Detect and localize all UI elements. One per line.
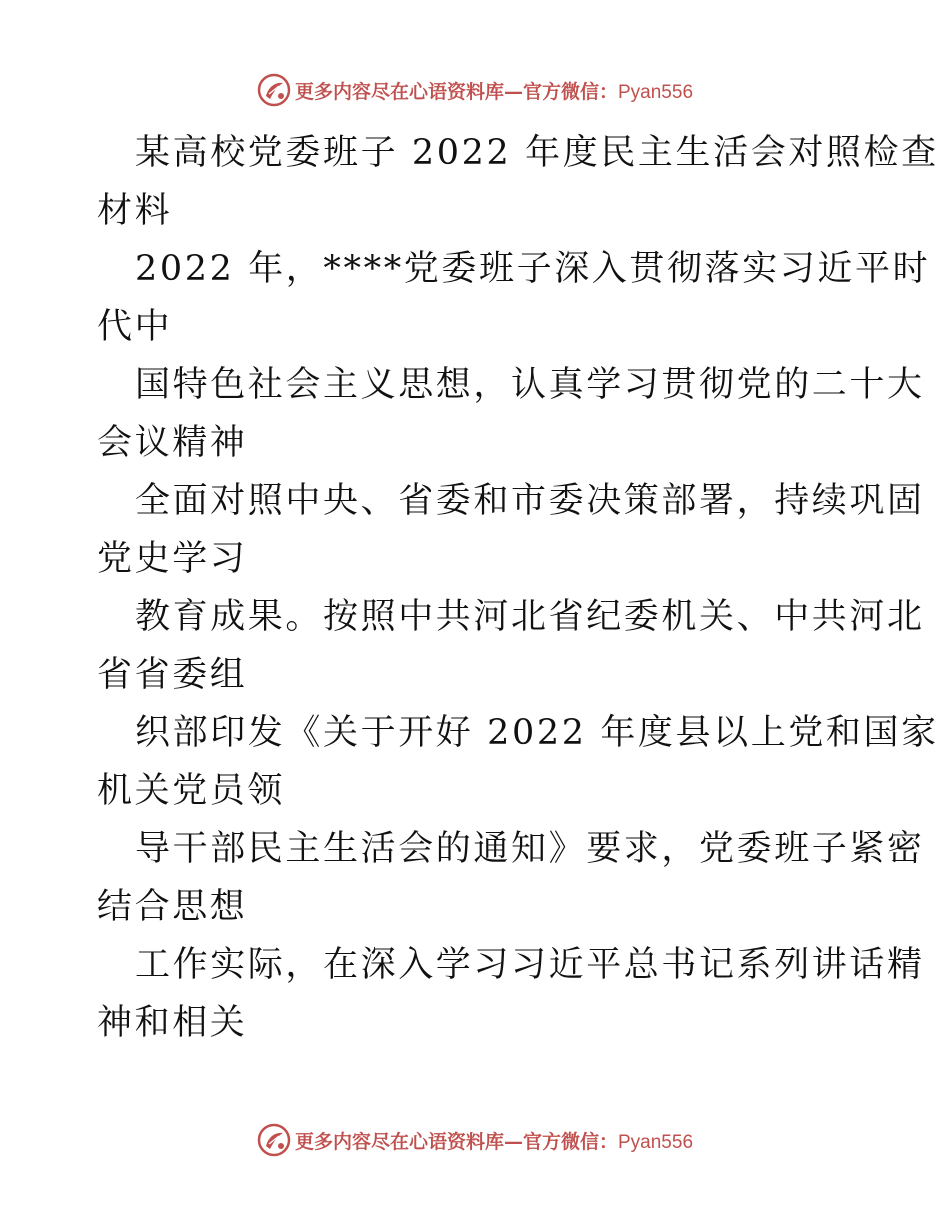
text-line: 全面对照中央、省委和市委决策部署，持续巩固 xyxy=(135,481,925,521)
text-line: 国特色社会主义思想，认真学习贯彻党的二十大 xyxy=(135,365,925,405)
text-line: 代中 xyxy=(97,307,173,347)
text-line: 某高校党委班子 2022 年度民主生活会对照检查 xyxy=(135,133,939,173)
text-line: 党史学习 xyxy=(97,539,248,579)
text-line: 织部印发《关于开好 2022 年度县以上党和国家 xyxy=(135,713,939,753)
text-line: 材料 xyxy=(97,191,173,231)
text-line: 机关党员领 xyxy=(97,771,286,811)
text-line: 2022 年，****党委班子深入贯彻落实习近平时 xyxy=(135,249,931,289)
text-line: 神和相关 xyxy=(97,1003,248,1043)
text-line: 工作实际，在深入学习习近平总书记系列讲话精 xyxy=(135,945,925,985)
text-line: 结合思想 xyxy=(97,887,248,927)
banner-text: 更多内容尽在心语资料库—官方微信：Pyan556 xyxy=(294,80,694,103)
seal-logo-icon xyxy=(257,1123,291,1157)
document-body xyxy=(97,124,939,1052)
text-line: 省省委组 xyxy=(97,655,248,695)
text-line: 会议精神 xyxy=(97,423,248,463)
header-banner xyxy=(0,72,950,108)
seal-logo-icon xyxy=(257,73,291,107)
footer-banner xyxy=(0,1122,950,1158)
text-line: 教育成果。按照中共河北省纪委机关、中共河北 xyxy=(135,597,925,637)
banner-text: 更多内容尽在心语资料库—官方微信：Pyan556 xyxy=(294,1130,694,1153)
text-line: 导干部民主生活会的通知》要求，党委班子紧密 xyxy=(135,829,925,869)
